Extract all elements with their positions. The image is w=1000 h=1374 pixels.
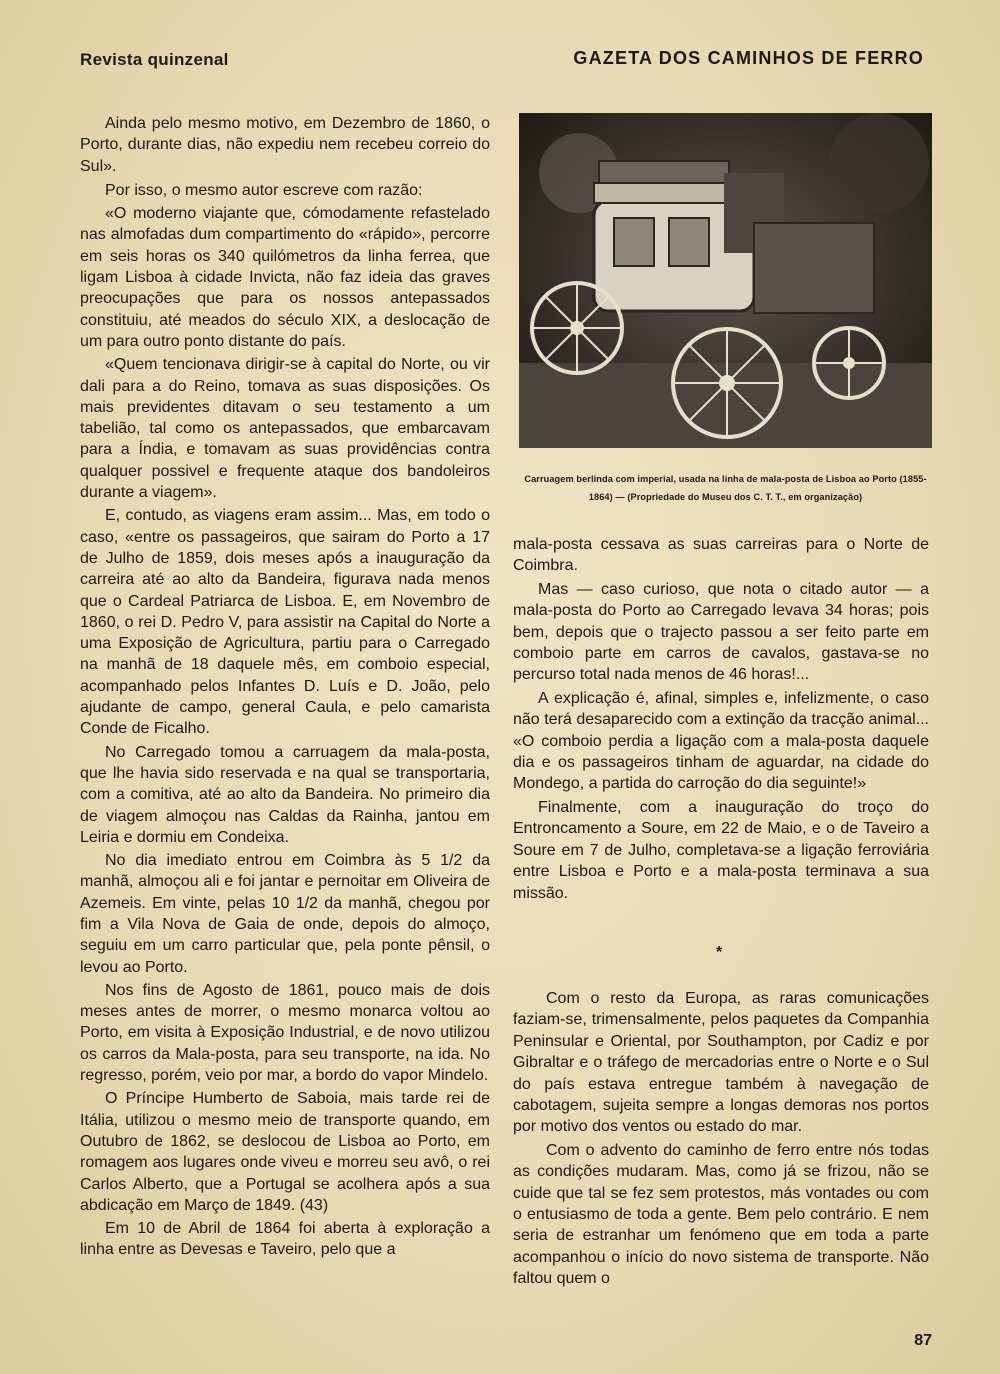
right-column-top	[513, 534, 929, 904]
paragraph: Com o advento do caminho de ferro entre nós todas as condições mudaram. Mas, como já se frizou, não se cuide que tal se fez sem protestos, más vontades ou com o entusiasmo de toda a gente. Bem pelo contrário. E nem seria de estranhar um fenómeno que em toda a parte acompanhou o início do novo sistema de transporte. Não faltou quem o	[513, 1141, 929, 1288]
paragraph: A explicação é, afinal, simples e, infelizmente, o caso não terá desaparecido com a extinção da tracção animal... «O comboio perdia a ligação com a mala-posta daquele dia e os passageiros tinham de aguardar, na cidade do Mondego, a partida do carroção do dia seguinte!»	[513, 689, 929, 793]
paragraph: Mas — caso curioso, que nota o citado autor — a mala-posta do Porto ao Carregado levava 34 horas; pois bem, depois que o trajecto passou a ser feito parte em comboio parte em carros de cavalos, gastava-se no percurso total nada menos de 46 horas!...	[513, 580, 929, 684]
paragraph: No Carregado tomou a carruagem da mala-posta, que lhe havia sido reservada e na qual se transportaria, com a comitiva, até ao alto da Bandeira. No primeiro dia de viagem almoçou nas Caldas da Rainha, jantou em Leiria e dormiu em Condeixa.	[80, 743, 490, 846]
paragraph: Com o resto da Europa, as raras comunicações faziam-se, trimensalmente, pelos paquetes da Companhia Peninsular e Oriental, por Southampton, por Cadiz e por Gibraltar e o tráfego de mercadorias entre o Norte e o Sul do país estava entregue também à navegação de cabotagem, sujeita sempre a longas demoras nos portos por motivo dos ventos ou estado do mar.	[513, 990, 929, 1136]
paragraph: Em 10 de Abril de 1864 foi aberta à exploração a linha entre as Devesas e Taveiro, pelo que a	[80, 1220, 490, 1259]
stagecoach-image	[519, 113, 932, 448]
photo-caption: Carruagem berlinda com imperial, usada na linha de mala-posta de Lisboa ao Porto (1855-1864) — (Propriedade do Museu dos C. T. T., em organização)	[524, 474, 927, 502]
running-header-right: GAZETA DOS CAMINHOS DE FERRO	[573, 48, 924, 68]
paragraph: Ainda pelo mesmo motivo, em Dezembro de 1860, o Porto, durante dias, não expediu nem recebeu correio do Sul».	[80, 115, 490, 175]
paragraph: «O moderno viajante que, cómodamente refastelado nas almofadas dum compartimento do «rápido», percorre em seis horas os 340 quilómetros da linha ferrea, que ligam Lisboa à cidade Invicta, não faz ideia das graves preocupações que para os nossos antepassados constituiu, até meados do século XIX, a deslocação de um para outro ponto distante do país.	[80, 205, 490, 350]
paragraph: Por isso, o mesmo autor escreve com razão:	[105, 181, 423, 199]
paragraph: mala-posta cessava as suas carreiras para o Norte de Coimbra.	[513, 536, 929, 575]
paragraph: «Quem tencionava dirigir-se à capital do Norte, ou vir dali para a do Reino, tomava as suas disposições. Os mais previdentes ditavam o seu testamento a um tabelião, tal como os antepassados, que embarcavam para a Índia, e tomavam as suas providências contra qualquer possivel e frequente ataque dos bandoleiros durante a viagem».	[80, 356, 490, 502]
paragraph: E, contudo, as viagens eram assim... Mas, em todo o caso, «entre os passageiros, que sairam do Porto a 17 de Julho de 1859, dois meses após a inauguração da carreira até ao alto da Bandeira, figurava nada menos que o Cardeal Patriarca de Lisboa. E, em Novembro de 1860, o rei D. Pedro V, para assistir na Capital do Norte a uma Exposição de Agricultura, partiu para o Carregado na manhã de 18 daquele mês, em comboio especial, acompanhado pelos Infantes D. Luís e D. João, pelo ajudante de campo, general Caula, e pelo camarista Conde de Ficalho.	[80, 507, 490, 738]
left-column	[80, 113, 490, 1261]
paragraph: No dia imediato entrou em Coimbra às 5 1/2 da manhã, almoçou ali e foi jantar e pernoitar em Oliveira de Azemeis. Em vinte, pelas 10 1/2 da manhã, chegou por fim a Vila Nova de Gaia de onde, depois do almoço, seguiu em um carro particular que, pela ponte pênsil, o levou ao Porto.	[80, 852, 490, 976]
paragraph: O Príncipe Humberto de Saboia, mais tarde rei de Itália, utilizou o mesmo meio de transporte quando, em Outubro de 1862, se deslocou de Lisboa ao Porto, em romagem aos lugares onde viveu e morreu seu avô, o rei Carlos Alberto, que a Portugal se acolhera após a sua abdicação em Março de 1849. (43)	[80, 1090, 490, 1214]
paragraph: Finalmente, com a inauguração do troço do Entroncamento a Soure, em 22 de Maio, e o de Taveiro a Soure em 7 de Julho, completava-se a ligação ferroviária entre Lisboa e Porto e a mala-posta terminava a sua missão.	[513, 798, 929, 902]
right-column-bottom	[513, 988, 929, 1290]
section-separator: *	[716, 944, 723, 961]
page-number: 87	[914, 1332, 932, 1349]
paragraph: Nos fins de Agosto de 1861, pouco mais de dois meses antes de morrer, o mesmo monarca voltou ao Porto, em visita à Exposição Industrial, e de novo utilizou os carros da Mala-posta, para seu transporte, na ida. No regresso, porém, veio por mar, a bordo do vapor Mindelo.	[80, 981, 490, 1085]
carriage-photo	[519, 113, 932, 448]
running-header-left: Revista quinzenal	[80, 50, 229, 69]
